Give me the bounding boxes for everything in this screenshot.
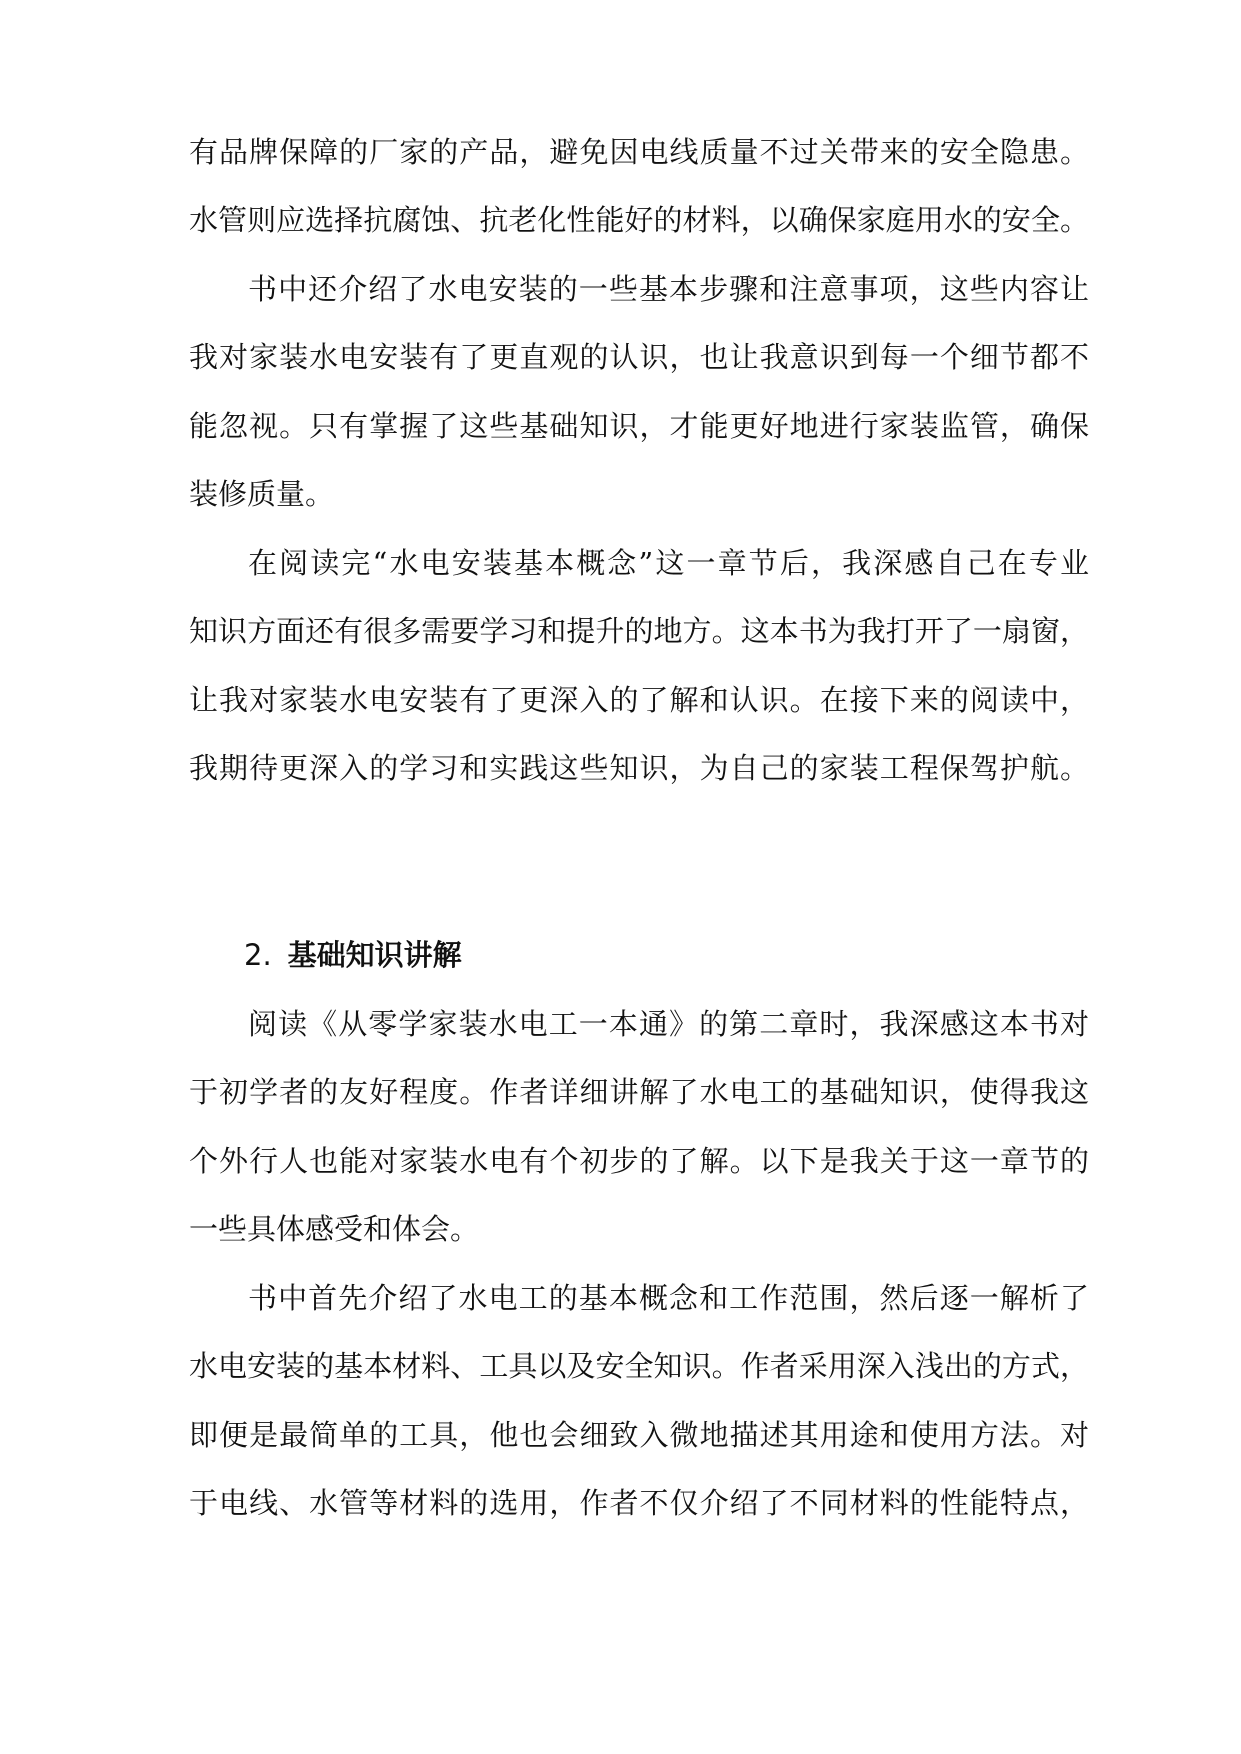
section-title: 基础知识讲解 bbox=[287, 938, 462, 972]
paragraph-line: 水管则应选择抗腐蚀、抗老化性能好的材料，以确保家庭用水的安全。 bbox=[189, 203, 1089, 237]
section-number: 2. bbox=[244, 938, 272, 972]
paragraph-line: 于初学者的友好程度。作者详细讲解了水电工的基础知识，使得我这 bbox=[189, 1075, 1089, 1109]
paragraph-line: 水电安装的基本材料、工具以及安全知识。作者采用深入浅出的方式， bbox=[189, 1349, 1089, 1383]
paragraph-line: 于电线、水管等材料的选用，作者不仅介绍了不同材料的性能特点， bbox=[189, 1486, 1089, 1520]
paragraph-line: 有品牌保障的厂家的产品，避免因电线质量不过关带来的安全隐患。 bbox=[189, 135, 1089, 169]
paragraph-line: 即便是最简单的工具，他也会细致入微地描述其用途和使用方法。对 bbox=[189, 1418, 1089, 1452]
paragraph-line: 能忽视。只有掌握了这些基础知识，才能更好地进行家装监管，确保 bbox=[189, 409, 1089, 443]
paragraph-line: 知识方面还有很多需要学习和提升的地方。这本书为我打开了一扇窗， bbox=[189, 614, 1089, 648]
paragraph-line: 一些具体感受和体会。 bbox=[189, 1212, 480, 1246]
paragraph-line: 我对家装水电安装有了更直观的认识，也让我意识到每一个细节都不 bbox=[189, 340, 1089, 374]
paragraph-line: 让我对家装水电安装有了更深入的了解和认识。在接下来的阅读中， bbox=[189, 683, 1089, 717]
paragraph-line: 我期待更深入的学习和实践这些知识，为自己的家装工程保驾护航。 bbox=[189, 751, 1089, 785]
paragraph-line: 书中还介绍了水电安装的一些基本步骤和注意事项，这些内容让 bbox=[248, 272, 1089, 306]
paragraph-line: 书中首先介绍了水电工的基本概念和工作范围，然后逐一解析了 bbox=[248, 1281, 1089, 1315]
section-heading bbox=[244, 932, 462, 978]
paragraph-line: 装修质量。 bbox=[189, 477, 335, 511]
paragraph-line: 阅读《从零学家装水电工一本通》的第二章时，我深感这本书对 bbox=[248, 1007, 1089, 1041]
paragraph-line: 在阅读完“水电安装基本概念”这一章节后，我深感自己在专业 bbox=[248, 546, 1089, 580]
paragraph-line: 个外行人也能对家装水电有个初步的了解。以下是我关于这一章节的 bbox=[189, 1144, 1089, 1178]
